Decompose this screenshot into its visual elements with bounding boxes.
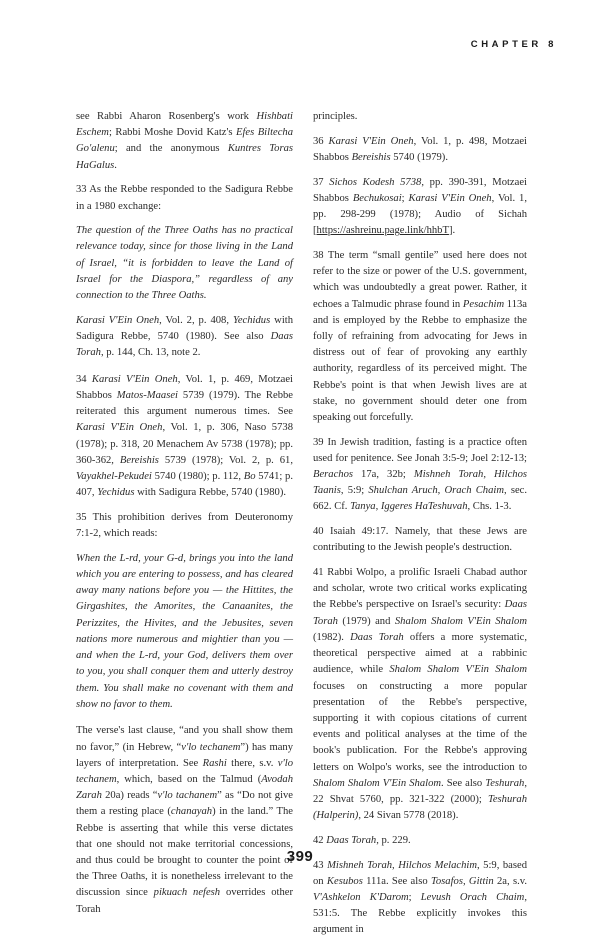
note-34: 34 Karasi V'Ein Oneh, Vol. 1, p. 469, Motzaei Shabbos Matos-Maasei 5739 (1979). The Rebbe reiterated this argument numerous times. See Karasi V'Ein Oneh, Vol. 1, p. 306, Naso 5738 (1978); p. 318, 20 Menachem Av 5738 (1978); pp. 360-362, Bereishis 5739 (1978); Vol. 2, p. 61, Vayakhel-Pekudei 5740 (1980); p. 112, Bo 5741; p. 407, Yechidus with Sadigura Rebbe, 5740 (1980). [76, 373, 293, 499]
note-41: 41 Rabbi Wolpo, a prolific Israeli Chabad author and scholar, wrote two critical works explicating the Rebbe's perspective on Israel's security: Daas Torah (1979) and Shalom Shalom V'Ein Shalom (1982). Daas Torah offers a more systematic, theoretical perspective aimed at a rabbinic audience, while Shalom Shalom V'Ein Shalom focuses on constructing a more popular presentation of the Rebbe's perspective, supporting it with copious citations of current events and political analyses at the time of the book's publication. For the Rebbe's approving letters on Wolpo's works, see the introduction to Shalom Shalom V'Ein Shalom. See also Teshurah, 22 Shvat 5760, pp. 321-322 (2000); Teshurah (Halperin), 24 Sivan 5778 (2018). [313, 567, 527, 822]
note-40: 40 Isaiah 49:17. Namely, that these Jews are contributing to the Jewish people's destruction. [313, 526, 527, 554]
note-37: 37 Sichos Kodesh 5738, pp. 390-391, Motzaei Shabbos Bechukosai; Karasi V'Ein Oneh, Vol. 1, pp. 298-299 (1978); Audio of Sichah [https://ashreinu.page.link/hhbT]. [313, 176, 528, 237]
note-36: 36 Karasi V'Ein Oneh, Vol. 1, p. 498, Motzaei Shabbos Bereishis 5740 (1979). [313, 135, 527, 163]
left-column [76, 109, 293, 926]
note-39: 39 In Jewish tradition, fasting is a practice often used for penitence. See Jonah 3:5-9; Joel 2:12-13; Berachos 17a, 32b; Mishneh Torah, Hilchos Taanis, 5:9; Shulchan Aruch, Orach Chaim, sec. 662. Cf. Tanya, Iggeres HaTeshuvah, Chs. 1-3. [313, 436, 527, 513]
note-38: 38 The term “small gentile” used here does not refer to the size or power of the U.S. government, which was undoubtedly a great power. Rather, it echoes a Talmudic phrase found in Pesachim 113a and is employed by the Rebbe to emphasize the folly of refraining from advocating for Jews in distress out of fear of provoking any earthly authority, regardless of its perceived might. The Rebbe's point is that when Jewish lives are at stake, no government should deter one from speaking out forcefully. [313, 249, 527, 423]
note-33: 33 As the Rebbe responded to the Sadigura Rebbe in a 1980 exchange: [76, 184, 293, 212]
right-column [313, 109, 527, 947]
note-43: 43 Mishneh Torah, Hilchos Melachim, 5:9, based on Kesubos 111a. See also Tosafos, Gittin 2a, s.v. V'Ashkelon K'Darom; Levush Orach Chaim, 531:5. The Rebbe explicitly invokes this argument in [313, 859, 527, 936]
page-number: 399 [286, 848, 314, 865]
quote-sadigura: The question of the Three Oaths has no practical relevance today, since for those living in the Land of Israel, “it is forbidden to leave the Land of Israel for the Diaspora,” regardless of any connection to the Three Oaths. [76, 225, 293, 302]
note-continuation-right: principles. [313, 111, 358, 122]
quote-deuteronomy: When the L-rd, your G-d, brings you into the land which you are entering to possess, and has cleared away many nations before you — the Hittites, the Girgashites, the Amorites, the Canaanites, the Perizzites, the Hivites, and the Jebusites, seven nations more numerous and mightier than you — and when the L-rd, your God, delivers them over to you, you shall conquer them and utterly destroy them. You shall make no covenant with them and show no favor to them. [76, 552, 293, 710]
note-35: 35 This prohibition derives from Deuteronomy 7:1-2, which reads: [76, 511, 293, 540]
note-35-commentary: The verse's last clause, “and you shall show them no favor,” (in Hebrew, “v'lo techanem”) has many layers of interpretation. See Rashi there, s.v. v'lo techanem, which, based on the Talmud (Avodah Zarah 20a) reads “v'lo tachanem” as “Do not give them a resting place (chanayah) in the land.” The Rebbe is asserting that while this verse dictates that one should not make territorial concessions, and thus could be brought to counter the point of the Three Oaths, it is nonetheless irrelevant to the discussion since pikuach nefesh overrides other Torah [76, 725, 294, 915]
note-33-source: Karasi V'Ein Oneh, Vol. 2, p. 408, Yechidus with Sadigura Rebbe, 5740 (1980). See also Daas Torah, p. 144, Ch. 13, note 2. [76, 314, 293, 359]
sichah-audio-link[interactable]: https://ashreinu.page.link/hhbT [316, 225, 449, 237]
note-continuation: see Rabbi Aharon Rosenberg's work Hishbati Eschem; Rabbi Moshe Dovid Katz's Efes Biltecha Go'alenu; and the anonymous Kuntres Toras HaGalus. [76, 111, 294, 171]
note-42: 42 Daas Torah, p. 229. [313, 834, 411, 846]
chapter-header: CHAPTER 8 [470, 39, 557, 50]
